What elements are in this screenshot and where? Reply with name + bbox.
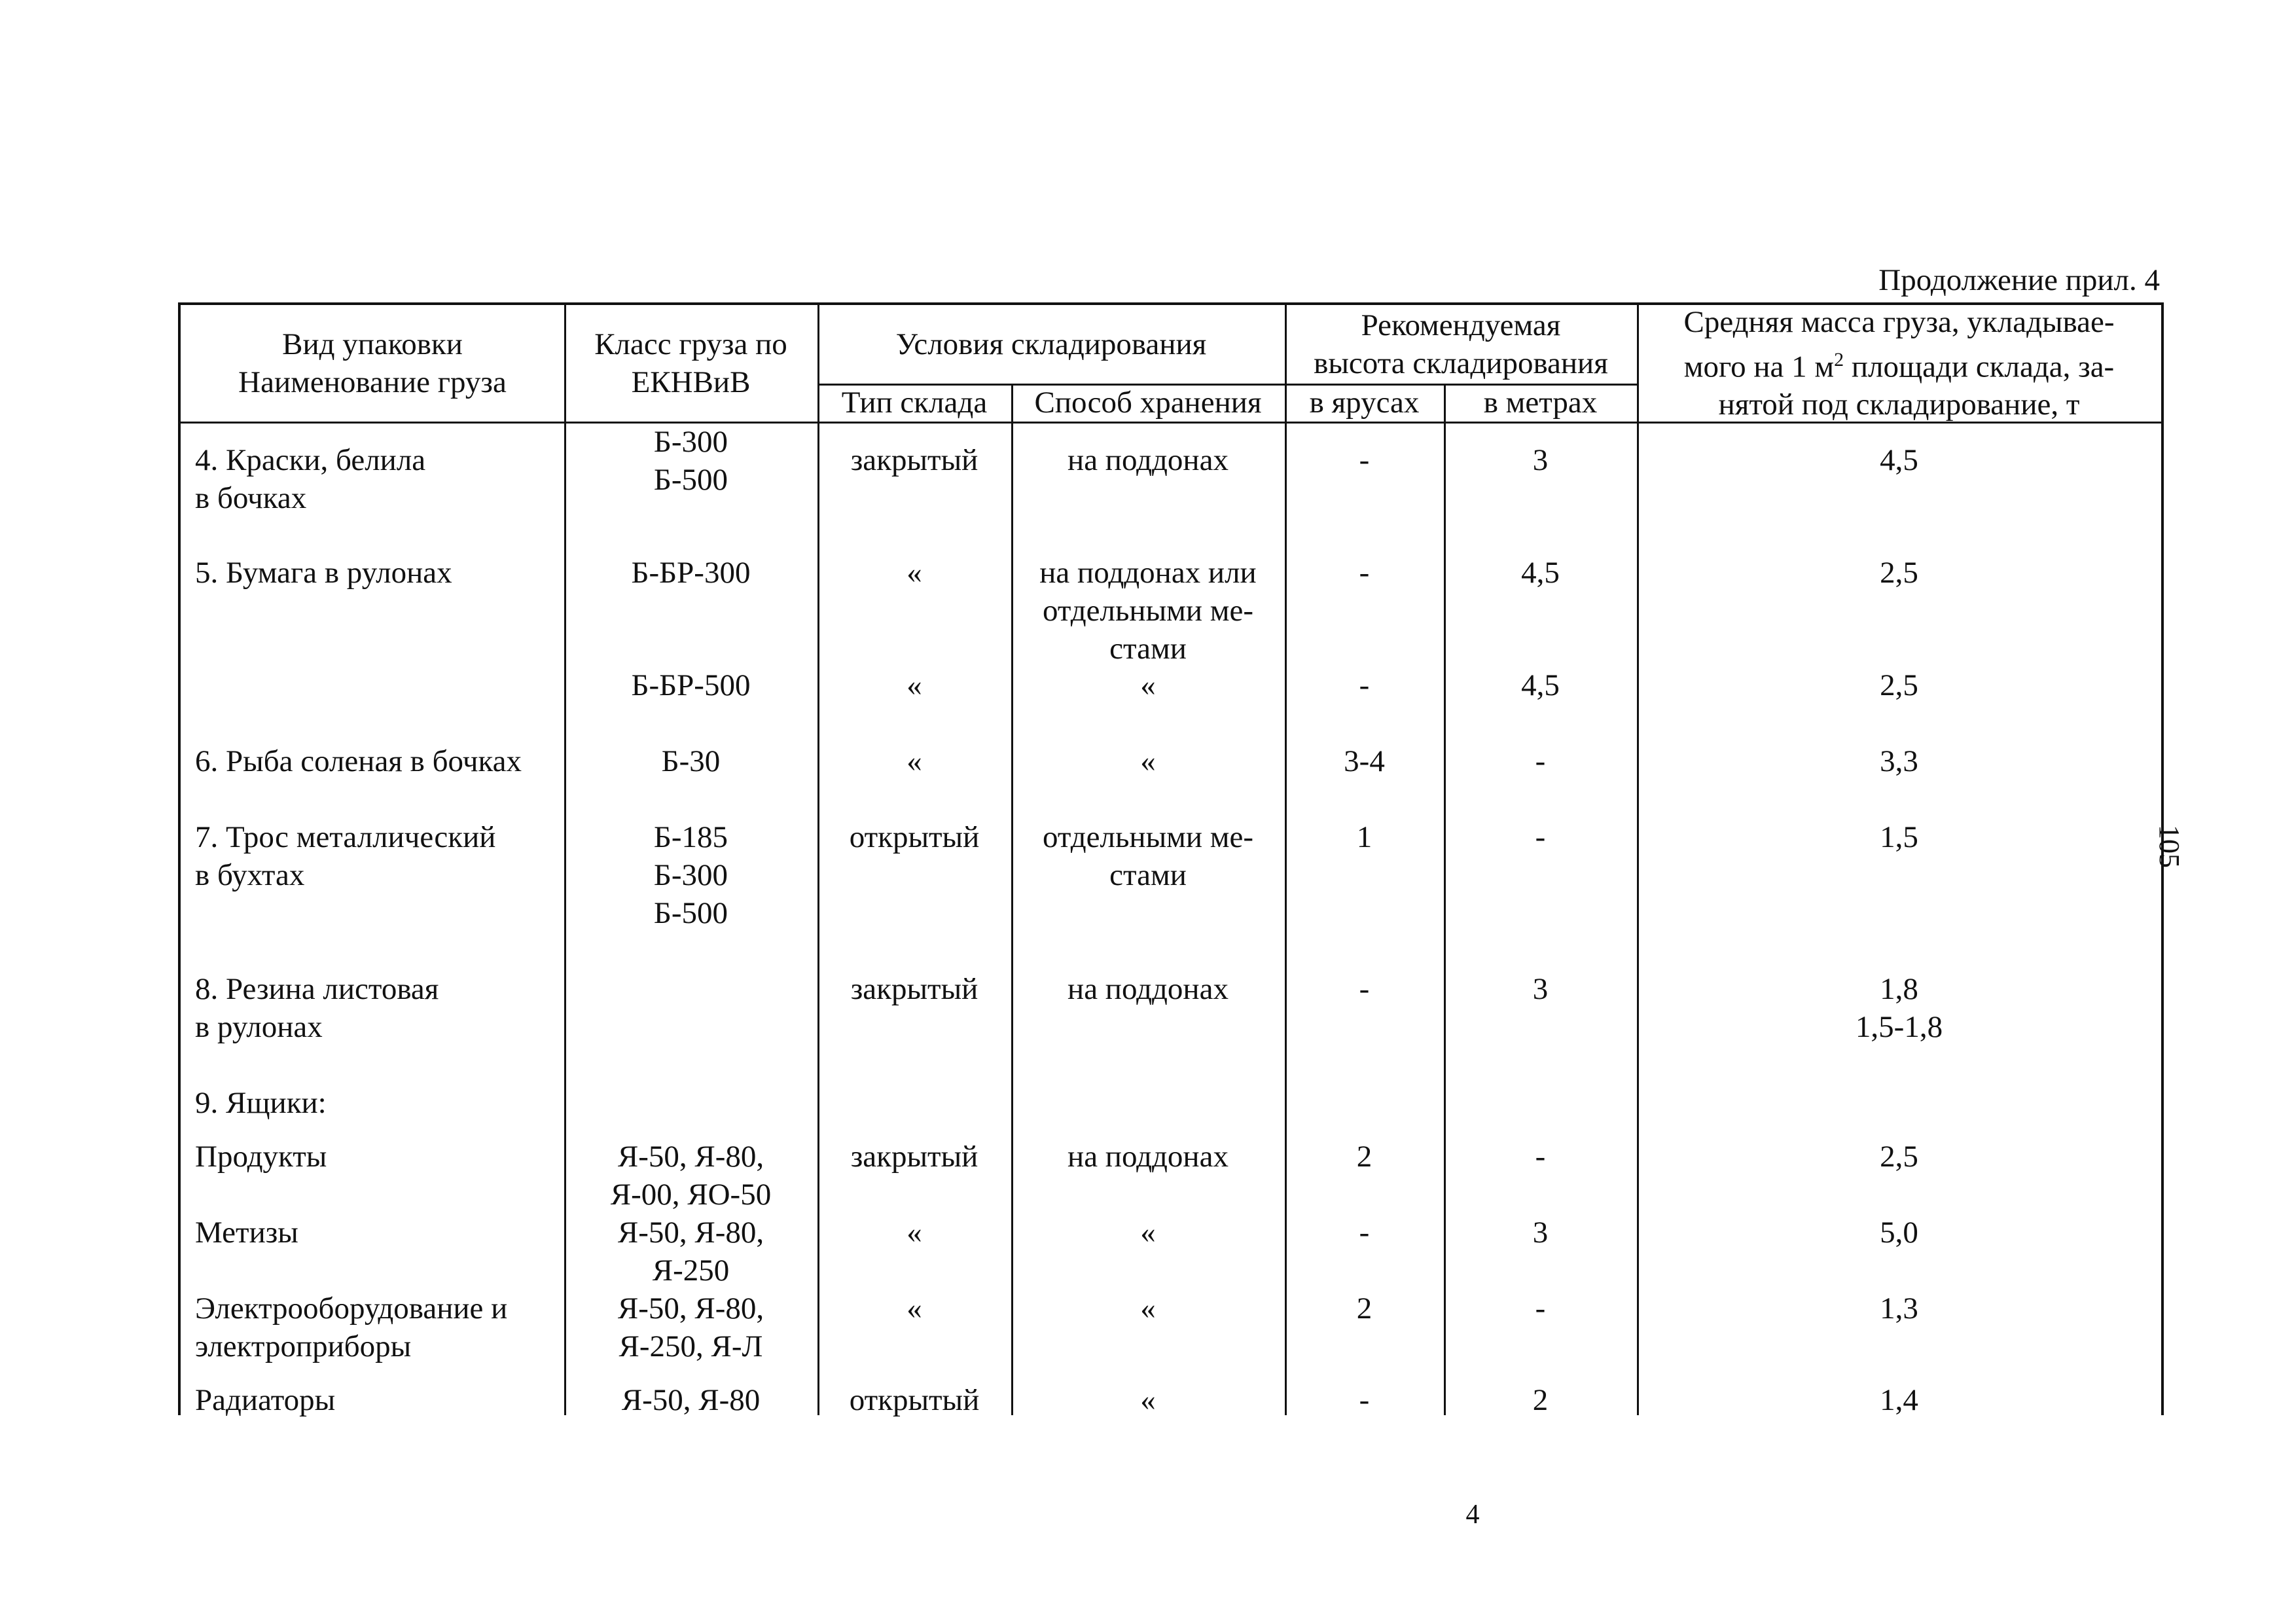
row-tiers: - bbox=[1359, 443, 1370, 477]
row-tiers: - bbox=[1359, 972, 1370, 1006]
row-class: Б-300 Б-500 bbox=[653, 425, 728, 497]
row-meters: - bbox=[1535, 1140, 1546, 1174]
row-method: на поддонах или отдельными ме- стами bbox=[1039, 556, 1257, 666]
row-mass: 5,0 bbox=[1880, 1216, 1918, 1250]
header-avg-mass: Средняя масса груза, укладывае- мого на 1 $м^2$ площади склада, за- нятой под складирование, т bbox=[1683, 304, 2115, 422]
row-name: 6. Рыба соленая в бочках bbox=[195, 744, 522, 778]
row-warehouse: « bbox=[906, 556, 922, 590]
header-recommended-height: Рекомендуемая высота складирования bbox=[1314, 308, 1608, 380]
storage-table bbox=[178, 302, 2164, 1415]
row-mass: 2,5 bbox=[1880, 556, 1918, 590]
row-warehouse: открытый bbox=[849, 1383, 980, 1417]
row-meters: - bbox=[1535, 820, 1546, 854]
row-meters: 4,5 bbox=[1521, 556, 1560, 590]
header-in-tiers: в ярусах bbox=[1309, 386, 1420, 420]
row-warehouse: « bbox=[906, 744, 922, 778]
row-meters: 4,5 bbox=[1521, 668, 1560, 702]
row-method: на поддонах bbox=[1067, 972, 1229, 1006]
header-in-meters: в метрах bbox=[1483, 386, 1598, 420]
row-warehouse: закрытый bbox=[850, 1140, 978, 1174]
side-page-number: 105 bbox=[2153, 825, 2185, 868]
row-meters: - bbox=[1535, 744, 1546, 778]
row-name: Электрооборудование и электроприборы bbox=[195, 1291, 508, 1363]
row-mass: 2,5 bbox=[1880, 668, 1918, 702]
row-class: Я-50, Я-80, Я-250, Я-Л bbox=[617, 1291, 764, 1363]
header-cargo-class: Класс груза по ЕКНВиВ bbox=[594, 327, 787, 399]
row-name: 5. Бумага в рулонах bbox=[195, 556, 452, 590]
row-tiers: - bbox=[1359, 668, 1370, 702]
row-class: Б-БР-300 bbox=[631, 556, 751, 590]
header-packaging: Вид упаковки Наименование груза bbox=[238, 327, 507, 399]
row-warehouse: « bbox=[906, 1216, 922, 1250]
row-meters: - bbox=[1535, 1291, 1546, 1326]
row-meters: 3 bbox=[1532, 972, 1549, 1006]
row-name: 9. Ящики: bbox=[195, 1086, 327, 1120]
row-mass: 1,8 1,5-1,8 bbox=[1855, 972, 1943, 1044]
row-method: « bbox=[1140, 1383, 1156, 1417]
row-warehouse: закрытый bbox=[850, 443, 978, 477]
col-divider bbox=[1011, 384, 1013, 1415]
row-name: Продукты bbox=[195, 1140, 327, 1174]
row-tiers: - bbox=[1359, 1383, 1370, 1417]
row-name: Метизы bbox=[195, 1216, 298, 1250]
row-warehouse: открытый bbox=[849, 820, 980, 854]
row-meters: 2 bbox=[1532, 1383, 1549, 1417]
header-storage-conditions: Условия складирования bbox=[895, 327, 1207, 361]
col-divider bbox=[1444, 384, 1446, 1415]
row-class: Б-185 Б-300 Б-500 bbox=[653, 820, 728, 930]
row-mass: 1,3 bbox=[1880, 1291, 1918, 1326]
row-method: « bbox=[1140, 668, 1156, 702]
row-method: « bbox=[1140, 1291, 1156, 1326]
row-name: 7. Трос металлический в бухтах bbox=[195, 820, 496, 892]
row-tiers: 1 bbox=[1356, 820, 1372, 854]
row-mass: 2,5 bbox=[1880, 1140, 1918, 1174]
row-method: « bbox=[1140, 1216, 1156, 1250]
row-warehouse: « bbox=[906, 668, 922, 702]
row-method: отдельными ме- стами bbox=[1042, 820, 1254, 892]
row-mass: 1,4 bbox=[1880, 1383, 1918, 1417]
row-warehouse: « bbox=[906, 1291, 922, 1326]
table-caption: Продолжение прил. 4 bbox=[1878, 263, 2160, 297]
row-method: на поддонах bbox=[1067, 1140, 1229, 1174]
row-tiers: 2 bbox=[1356, 1140, 1372, 1174]
row-name: 8. Резина листовая в рулонах bbox=[195, 972, 439, 1044]
row-name: Радиаторы bbox=[195, 1383, 336, 1417]
row-meters: 3 bbox=[1532, 443, 1549, 477]
row-method: « bbox=[1140, 744, 1156, 778]
row-class: Б-30 bbox=[661, 744, 721, 778]
row-class: Я-50, Я-80, Я-00, ЯО-50 bbox=[610, 1140, 772, 1212]
row-class: Б-БР-500 bbox=[631, 668, 751, 702]
row-class: Я-50, Я-80, Я-250 bbox=[617, 1216, 764, 1288]
header-warehouse-type: Тип склада bbox=[841, 386, 988, 420]
page-number: 4 bbox=[1465, 1500, 1480, 1530]
row-tiers: 3-4 bbox=[1344, 744, 1385, 778]
row-tiers: 2 bbox=[1356, 1291, 1372, 1326]
row-mass: 4,5 bbox=[1880, 443, 1918, 477]
row-class: Я-50, Я-80 bbox=[621, 1383, 761, 1417]
row-tiers: - bbox=[1359, 1216, 1370, 1250]
row-mass: 1,5 bbox=[1880, 820, 1918, 854]
row-mass: 3,3 bbox=[1880, 744, 1918, 778]
row-method: на поддонах bbox=[1067, 443, 1229, 477]
row-meters: 3 bbox=[1532, 1216, 1549, 1250]
header-storage-method: Способ хранения bbox=[1034, 386, 1262, 420]
row-warehouse: закрытый bbox=[850, 972, 978, 1006]
row-name: 4. Краски, белила в бочках bbox=[195, 443, 426, 515]
row-tiers: - bbox=[1359, 556, 1370, 590]
